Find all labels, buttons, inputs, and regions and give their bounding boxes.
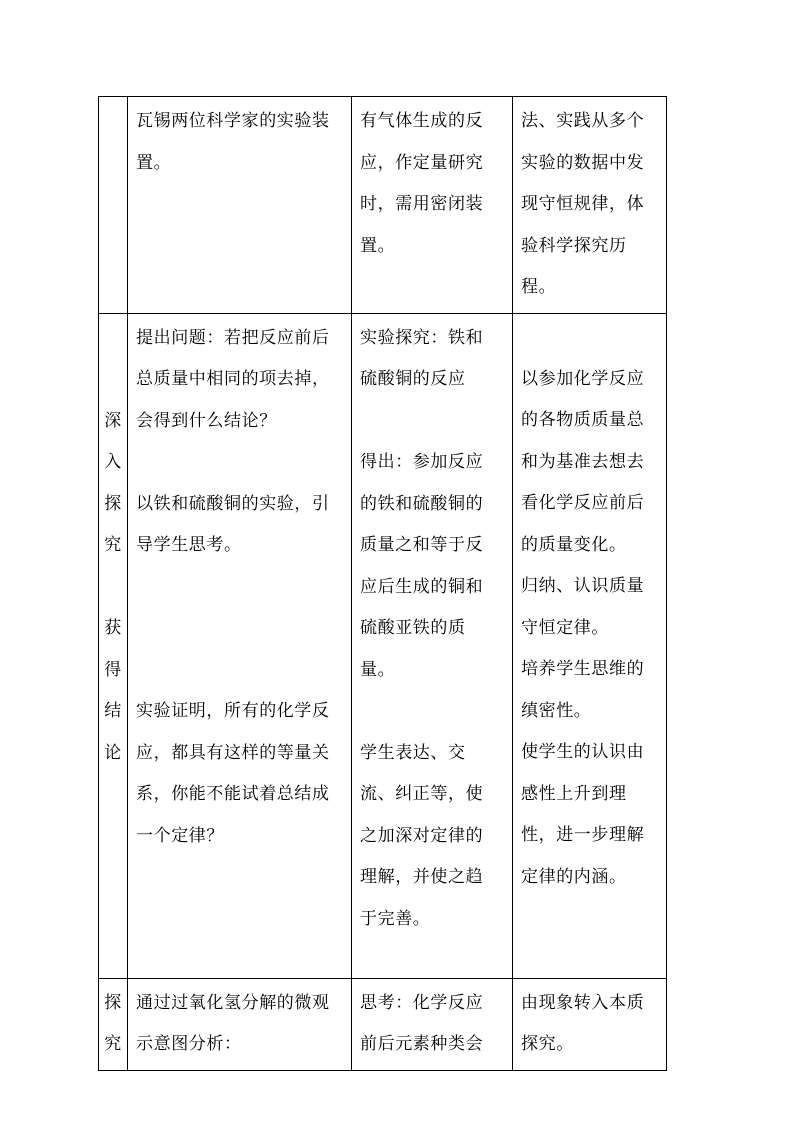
student-activity-cell: 思考：化学反应 前后元素种类会 bbox=[352, 978, 513, 1070]
table-row bbox=[99, 97, 667, 314]
design-intent-cell: 法、实践从多个 实验的数据中发 现守恒规律，体 验科学探究历 程。 bbox=[513, 97, 667, 314]
design-intent-cell: 由现象转入本质 探究。 bbox=[513, 978, 667, 1070]
design-intent-cell: 以参加化学反应 的各物质质量总 和为基准去想去 看化学反应前后 的质量变化。 归纳、认识质量 守恒定律。 培养学生思维的 缜密性。 使学生的认识由 感性上升到理 性，进一步理解 定律的内涵。 bbox=[513, 313, 667, 978]
teacher-activity-cell: 提出问题：若把反应前后 总质量中相同的项去掉， 会得到什么结论？ 以铁和硫酸铜的实验，引 导学生思考。 实验证明，所有的化学反 应，都具有这样的等量关 系，你能不能试着总结成 一个定律？ bbox=[128, 313, 352, 978]
teacher-activity-cell: 通过过氧化氢分解的微观 示意图分析： bbox=[128, 978, 352, 1070]
lesson-plan-table bbox=[98, 96, 667, 1071]
stage-cell: 探 究 bbox=[99, 978, 128, 1070]
table-row bbox=[99, 313, 667, 978]
student-activity-cell: 有气体生成的反 应，作定量研究 时，需用密闭装 置。 bbox=[352, 97, 513, 314]
table-row bbox=[99, 978, 667, 1070]
stage-cell: 深 入 探 究 获 得 结 论 bbox=[99, 313, 128, 978]
teacher-activity-cell: 瓦锡两位科学家的实验装 置。 bbox=[128, 97, 352, 314]
stage-cell bbox=[99, 97, 128, 314]
student-activity-cell: 实验探究：铁和 硫酸铜的反应 得出：参加反应 的铁和硫酸铜的 质量之和等于反 应后生成的铜和 硫酸亚铁的质 量。 学生表达、交 流、纠正等，使 之加深对定律的 理解，并使之趋 于完善。 bbox=[352, 313, 513, 978]
